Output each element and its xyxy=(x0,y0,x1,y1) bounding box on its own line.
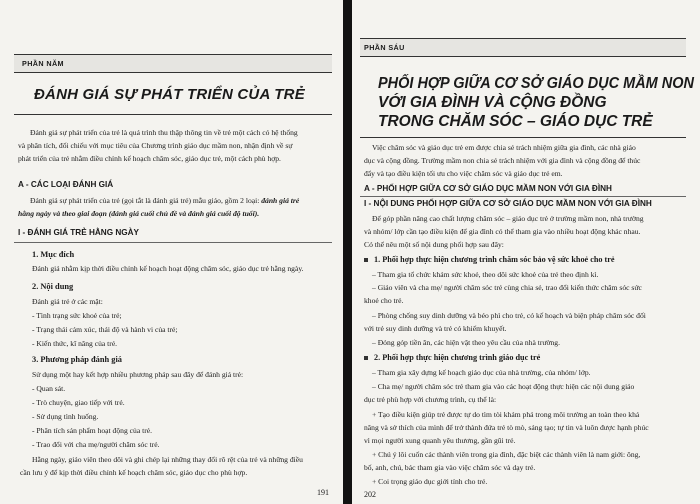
list-item: – Cha mẹ/ người chăm sóc trẻ tham gia vào các hoạt động thực hiện các nội dung giáo xyxy=(372,382,635,391)
paragraph-line: cần lưu ý để kịp thời điều chỉnh kế hoạch chăm sóc, giáo dục cho phù hợp. xyxy=(20,468,248,477)
page-title-line: PHỐI HỢP GIỮA CƠ SỞ GIÁO DỤC MẦM NON xyxy=(378,75,694,92)
list-item: với trẻ suy dinh dưỡng và trẻ có khiếm khuyết. xyxy=(364,324,507,333)
subheading: 1. Phối hợp thực hiện chương trình chăm sóc bảo vệ sức khoẻ cho trẻ xyxy=(374,255,615,264)
intro-line: phát triển của trẻ nhằm điều chỉnh kế hoạch chăm sóc, giáo dục trẻ, một cách phù hợp. xyxy=(18,154,281,163)
title-rule xyxy=(360,137,686,138)
paragraph-line: Đánh giá trẻ ở các mặt: xyxy=(32,297,103,306)
list-item: dục trẻ phù hợp với chương trình, cụ thể là: xyxy=(364,395,497,404)
section-heading: I - ĐÁNH GIÁ TRẺ HẰNG NGÀY xyxy=(18,228,139,237)
paragraph-line: Hằng ngày, giáo viên theo dõi và ghi chép lại những thay đổi rõ rệt của trẻ và những điều xyxy=(32,455,303,464)
right-page xyxy=(352,0,700,504)
page-number: 202 xyxy=(364,490,376,499)
part-label-bar xyxy=(360,39,686,56)
paragraph-line: Đánh giá sự phát triển của trẻ (gọi tắt là đánh giá trẻ) mẫu giáo, gồm 2 loại: đánh giá trẻ xyxy=(30,196,300,205)
part-label: PHẦN SÁU xyxy=(364,43,405,52)
intro-line: và phân tích, đối chiếu với mục tiêu của Chương trình giáo dục mầm non, nhận định về sự xyxy=(18,141,293,150)
list-item: - Trạng thái cảm xúc, thái độ và hành vi của trẻ; xyxy=(32,325,178,334)
paragraph-line: Sử dụng một hay kết hợp nhiều phương pháp sau đây để đánh giá trẻ: xyxy=(32,370,244,379)
page-title-line: TRONG CHĂM SÓC – GIÁO DỤC TRẺ xyxy=(378,113,653,130)
list-item: khoẻ cho trẻ. xyxy=(364,296,404,305)
list-item: + Chú ý lôi cuốn các thành viên trong gia đình, đặc biệt các thành viên là nam giới: ông, xyxy=(372,450,641,459)
list-item: – Phòng chống suy dinh dưỡng và béo phì cho trẻ, có kế hoạch và biện pháp chăm sóc đối xyxy=(372,311,646,320)
bullet-square-icon xyxy=(364,356,368,360)
list-item: - Kiến thức, kĩ năng của trẻ. xyxy=(32,339,118,348)
paragraph-line: và nhóm/ lớp cần tạo điều kiện để gia đình có thể tham gia vào nhiều hoạt động khác nhau. xyxy=(364,227,641,236)
list-item: + Tạo điều kiện giúp trẻ được tự do tìm tòi khám phá trong môi trường an toàn theo khả xyxy=(372,410,640,419)
title-rule xyxy=(14,114,332,115)
intro-line: dục và cộng đồng. Trường mầm non chia sẻ trách nhiệm với gia đình và cộng đồng để thúc xyxy=(364,156,641,165)
subheading: 3. Phương pháp đánh giá xyxy=(32,355,122,364)
part-label: PHẦN NĂM xyxy=(22,59,64,68)
list-item: – Đóng góp tiền ăn, các hiện vật theo yêu cầu của nhà trường. xyxy=(372,338,560,347)
list-item: vì mọi người xung quanh yêu thương, gần gũi trẻ. xyxy=(364,436,516,445)
list-item: - Trao đổi với cha mẹ/người chăm sóc trẻ. xyxy=(32,440,160,449)
page-number: 191 xyxy=(317,488,329,497)
left-page xyxy=(0,0,343,504)
paragraph-line: Đánh giá nhằm kịp thời điều chỉnh kế hoạch hoạt động chăm sóc, giáo dục trẻ hằng ngày. xyxy=(32,264,304,273)
page-title: ĐÁNH GIÁ SỰ PHÁT TRIỂN CỦA TRẺ xyxy=(34,86,305,103)
list-item: bố, anh, chú, bác tham gia vào việc chăm sóc và dạy trẻ. xyxy=(364,463,536,472)
list-item: - Sử dụng tình huống. xyxy=(32,412,99,421)
subheading: 1. Mục đích xyxy=(32,250,75,259)
header-rule-mid xyxy=(360,56,686,57)
list-item: - Trò chuyện, giao tiếp với trẻ. xyxy=(32,398,125,407)
subheading: 2. Phối hợp thực hiện chương trình giáo dục trẻ xyxy=(374,353,541,362)
intro-line: Việc chăm sóc và giáo dục trẻ em được chia sẻ trách nhiệm giữa gia đình, các nhà giáo xyxy=(372,143,636,152)
section-heading: I - NỘI DUNG PHỐI HỢP GIỮA CƠ SỞ GIÁO DỤC MẦM NON VỚI GIA ĐÌNH xyxy=(364,199,652,208)
intro-line: đẩy và tạo điều kiện tối ưu cho việc chăm sóc và giáo dục trẻ em. xyxy=(364,169,563,178)
section-heading: A - PHỐI HỢP GIỮA CƠ SỞ GIÁO DỤC MẦM NON VỚI GIA ĐÌNH xyxy=(364,184,612,193)
list-item: - Phân tích sản phẩm hoạt động của trẻ. xyxy=(32,426,152,435)
list-item: – Giáo viên và cha mẹ/ người chăm sóc trẻ cùng chia sẻ, trao đổi kiến thức chăm sóc sức xyxy=(372,283,642,292)
list-item: năng và sở thích của mình để trở thành đứa trẻ tò mò, sáng tạo; tự tin và luôn được hạnh phúc xyxy=(364,423,649,432)
list-item: – Tham gia xây dựng kế hoạch giáo dục của nhà trường, của nhóm/ lớp. xyxy=(372,368,591,377)
section-heading: A - CÁC LOẠI ĐÁNH GIÁ xyxy=(18,180,114,189)
section-rule xyxy=(14,242,332,243)
list-item: – Tham gia tổ chức khám sức khoẻ, theo dõi sức khoẻ của trẻ theo định kì. xyxy=(372,270,599,279)
bullet-square-icon xyxy=(364,258,368,262)
paragraph-line: Để góp phần nâng cao chất lượng chăm sóc – giáo dục trẻ ở trường mầm non, nhà trường xyxy=(372,214,644,223)
page-title-line: VỚI GIA ĐÌNH VÀ CỘNG ĐỒNG xyxy=(378,94,607,111)
list-item: - Tình trạng sức khoẻ của trẻ; xyxy=(32,311,122,320)
subheading: 2. Nội dung xyxy=(32,282,74,291)
paragraph-line: hằng ngày và theo giai đoạn (đánh giá cuối chủ đề và đánh giá cuối độ tuổi). xyxy=(18,209,260,218)
list-item: - Quan sát. xyxy=(32,384,66,393)
header-rule-mid xyxy=(14,72,332,73)
list-item: + Coi trọng giáo dục giới tính cho trẻ. xyxy=(372,477,488,486)
intro-line: Đánh giá sự phát triển của trẻ là quá trình thu thập thông tin về trẻ một cách có hệ thống xyxy=(30,128,298,137)
section-rule xyxy=(360,196,686,197)
paragraph-line: Có thể nêu một số nội dung phối hợp sau đây: xyxy=(364,240,504,249)
